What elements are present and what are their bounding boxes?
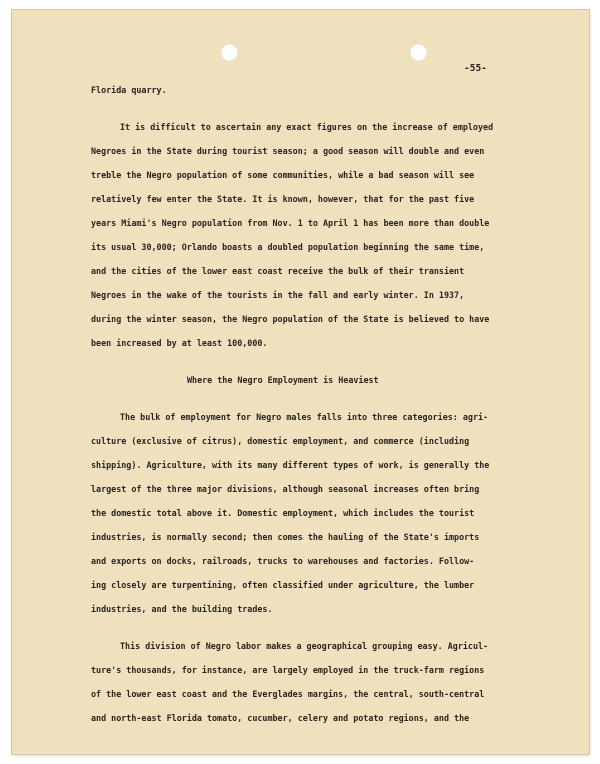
text-line: Negroes in the wake of the tourists in the fall and early winter. In 1937, xyxy=(91,290,465,300)
text-line: relatively few enter the State. It is known, however, that for the past five xyxy=(91,194,475,204)
text-line: largest of the three major divisions, although seasonal increases often bring xyxy=(91,484,480,494)
text-line: and exports on docks, railroads, trucks to warehouses and factories. Follow- xyxy=(91,556,475,566)
document-page xyxy=(12,10,589,754)
text-line: industries, and the building trades. xyxy=(91,604,273,614)
text-line: years Miami's Negro population from Nov. 1 to April 1 has been more than double xyxy=(91,218,490,228)
text-line: and north-east Florida tomato, cucumber, celery and potato regions, and the xyxy=(91,713,470,723)
text-line: of the lower east coast and the Everglades margins, the central, south-central xyxy=(91,689,485,699)
text-line: The bulk of employment for Negro males falls into three categories: agri- xyxy=(120,412,489,422)
text-line: industries, is normally second; then comes the hauling of the State's imports xyxy=(91,532,480,542)
text-line: and the cities of the lower east coast receive the bulk of their transient xyxy=(91,266,465,276)
text-line: It is difficult to ascertain any exact figures on the increase of employed xyxy=(120,122,494,132)
text-line: its usual 30,000; Orlando boasts a doubled population beginning the same time, xyxy=(91,242,485,252)
punch-hole-left xyxy=(221,44,238,61)
page-number: -55- xyxy=(464,63,487,74)
text-line: the domestic total above it. Domestic employment, which includes the tourist xyxy=(91,508,475,518)
punch-hole-right xyxy=(410,44,427,61)
text-line: shipping). Agriculture, with its many different types of work, is generally the xyxy=(91,460,490,470)
text-line: ture's thousands, for instance, are largely employed in the truck-farm regions xyxy=(91,665,485,675)
section-heading: Where the Negro Employment is Heaviest xyxy=(187,375,379,385)
text-line: Florida quarry. xyxy=(91,85,167,95)
text-line: Negroes in the State during tourist season; a good season will double and even xyxy=(91,146,485,156)
text-line: treble the Negro population of some communities, while a bad season will see xyxy=(91,170,475,180)
text-line: been increased by at least 100,000. xyxy=(91,338,268,348)
text-line: culture (exclusive of citrus), domestic employment, and commerce (including xyxy=(91,436,470,446)
text-line: This division of Negro labor makes a geographical grouping easy. Agricul- xyxy=(120,641,489,651)
text-line: ing closely are turpentining, often classified under agriculture, the lumber xyxy=(91,580,475,590)
text-line: during the winter season, the Negro population of the State is believed to have xyxy=(91,314,490,324)
